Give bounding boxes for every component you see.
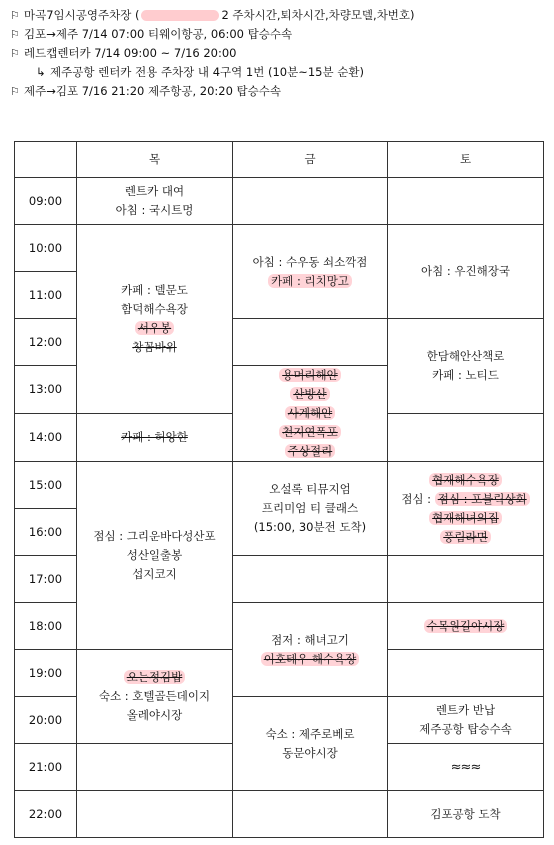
- time-cell: 21:00: [15, 744, 77, 791]
- cell-item: 성산일출봉: [126, 548, 183, 562]
- cell-item: 점심 : 그리운바다성산포: [93, 529, 216, 543]
- cell-item-struck: 창꼼바위: [132, 340, 177, 354]
- cell-item: 김포공항 도착: [430, 806, 501, 821]
- parking-info-line: [10, 6, 550, 25]
- rental-parking-text: 제주공항 렌터카 전용 주차장 내 4구역 1번 (10분~15분 순환): [50, 65, 364, 79]
- flag-icon: ⚐: [10, 9, 20, 22]
- cell-item: 아침 : 수우동 쇠소깍점: [252, 254, 368, 269]
- cell-item: 오설록 티뮤지엄: [269, 482, 351, 496]
- time-cell: 13:00: [15, 366, 77, 414]
- time-cell: 15:00: [15, 462, 77, 509]
- header-empty: [15, 142, 77, 178]
- trip-info-header: [10, 6, 550, 101]
- fri-1500-cell: [233, 462, 388, 556]
- fri-2200-cell: [233, 791, 388, 838]
- outbound-flight-text: 김포→제주 7/14 07:00 티웨이항공, 06:00 탑승수속: [24, 27, 293, 41]
- table-row: [15, 462, 544, 509]
- header-thursday: 목: [77, 142, 233, 178]
- time-cell: 22:00: [15, 791, 77, 838]
- cell-item: 프리미엄 티 클래스: [261, 501, 359, 515]
- cell-item: 카페 : 노티드: [432, 368, 499, 382]
- table-row: [15, 178, 544, 225]
- return-flight-line: [10, 82, 550, 101]
- cell-item: 아침 : 우진해장국: [421, 264, 510, 278]
- time-cell: 16:00: [15, 509, 77, 556]
- flag-icon: ⚐: [10, 85, 20, 98]
- flag-icon: ⚐: [10, 47, 20, 60]
- cell-item-highlighted: 점심 : 포블릭상회: [435, 492, 530, 506]
- cell-item: 함덕해수욕장: [121, 302, 188, 316]
- thu-1400-cell: [77, 414, 233, 462]
- sat-1200-cell: [388, 319, 544, 414]
- fri-1800-cell: [233, 603, 388, 697]
- cell-item-highlighted: 주상절리: [285, 444, 335, 458]
- parking-info-prefix: 마곡7임시공영주차장 (: [24, 8, 140, 22]
- sat-2100-cell: [388, 744, 544, 791]
- cell-item: 동문야시장: [282, 745, 338, 760]
- time-cell: 09:00: [15, 178, 77, 225]
- sat-1900-cell: [388, 650, 544, 697]
- return-flight-text: 제주→김포 7/16 21:20 제주항공, 20:20 탑승수속: [24, 84, 281, 98]
- header-row: [15, 142, 544, 178]
- thu-1000-cell: [77, 225, 233, 414]
- sat-1400-cell: [388, 414, 544, 462]
- cell-item: 제주공항 탑승수속: [419, 722, 512, 736]
- outbound-flight-line: [10, 25, 550, 44]
- rental-car-line: [10, 44, 550, 63]
- time-cell: 18:00: [15, 603, 77, 650]
- sat-1800-cell: [388, 603, 544, 650]
- thu-2200-cell: [77, 791, 233, 838]
- cell-item-highlighted: 이호테우 해수욕장: [261, 652, 360, 666]
- redaction-mark: [141, 10, 219, 21]
- cell-item: 아침 : 국시트멍: [115, 203, 194, 217]
- cell-item-highlighted: 천지연폭포: [279, 425, 341, 439]
- header-friday: 금: [233, 142, 388, 178]
- fri-1000-cell: [233, 225, 388, 319]
- table-row: [15, 225, 544, 272]
- rental-car-text: 레드캡렌터카 7/14 09:00 ~ 7/16 20:00: [24, 46, 237, 60]
- sub-arrow-icon: ↳: [36, 65, 46, 79]
- cell-item-highlighted: 수목원길야시장: [424, 619, 508, 633]
- thu-1500-cell: [77, 462, 233, 650]
- cell-item-highlighted: 서우봉: [135, 321, 174, 335]
- sat-1700-cell: [388, 556, 544, 603]
- time-cell: 12:00: [15, 319, 77, 366]
- sat-2200-cell: [388, 791, 544, 838]
- thu-1900-cell: [77, 650, 233, 744]
- parking-info-suffix: 2 주차시간,퇴차시간,차량모델,차번호): [221, 8, 415, 22]
- thu-0900-cell: [77, 178, 233, 225]
- header-saturday: 토: [388, 142, 544, 178]
- cell-item-highlighted: 오는정김밥: [124, 670, 186, 684]
- cell-item: 렌트카 반납: [435, 703, 496, 717]
- fri-1700-cell: [233, 556, 388, 603]
- cell-item: 숙소 : 제주로베로: [265, 726, 355, 741]
- cell-item: 숙소 : 호텔골든데이지: [98, 689, 211, 703]
- time-cell: 20:00: [15, 697, 77, 744]
- sat-1500-cell: [388, 462, 544, 556]
- cell-item: 카페 : 델문도: [121, 283, 188, 297]
- rental-parking-line: [10, 63, 550, 82]
- cell-item-highlighted: 협재해녀의집: [429, 511, 502, 525]
- cell-item-mixed: 점심 : 점심 : 포블릭상회: [388, 490, 543, 509]
- time-cell: 11:00: [15, 272, 77, 319]
- time-cell: 17:00: [15, 556, 77, 603]
- cell-item-highlighted: 협재해수욕장: [429, 473, 502, 487]
- time-cell: 14:00: [15, 414, 77, 462]
- wave-doodle: ≈≈≈: [450, 759, 481, 775]
- fri-2000-cell: [233, 697, 388, 791]
- time-cell: 19:00: [15, 650, 77, 697]
- thu-2100-cell: [77, 744, 233, 791]
- fri-1200-cell: [233, 319, 388, 366]
- cell-item-highlighted: 카페 : 리치망고: [268, 274, 352, 288]
- cell-item: 섭지코지: [132, 567, 177, 581]
- cell-item: (15:00, 30분전 도착): [253, 520, 367, 534]
- flag-icon: ⚐: [10, 28, 20, 41]
- cell-item-highlighted: 산방산: [290, 387, 329, 401]
- sat-0900-cell: [388, 178, 544, 225]
- fri-0900-cell: [233, 178, 388, 225]
- sat-2000-cell: [388, 697, 544, 744]
- cell-item-highlighted: 풍림라면: [440, 530, 490, 544]
- cell-item: 렌트카 대여: [124, 184, 185, 198]
- schedule-table: [14, 141, 544, 838]
- fri-1300-cell: [233, 366, 388, 462]
- cell-item-struck: 카페 : 허앙한: [121, 430, 188, 444]
- cell-item-highlighted: 사계해안: [285, 406, 335, 420]
- time-cell: 10:00: [15, 225, 77, 272]
- sat-1000-cell: [388, 225, 544, 319]
- cell-item: 한담해안산책로: [426, 349, 505, 363]
- cell-item: 올레야시장: [126, 708, 183, 722]
- table-row: [15, 791, 544, 838]
- cell-item: 점저 : 해녀고기: [271, 632, 349, 647]
- cell-item-highlighted: 용머리해안: [279, 368, 341, 382]
